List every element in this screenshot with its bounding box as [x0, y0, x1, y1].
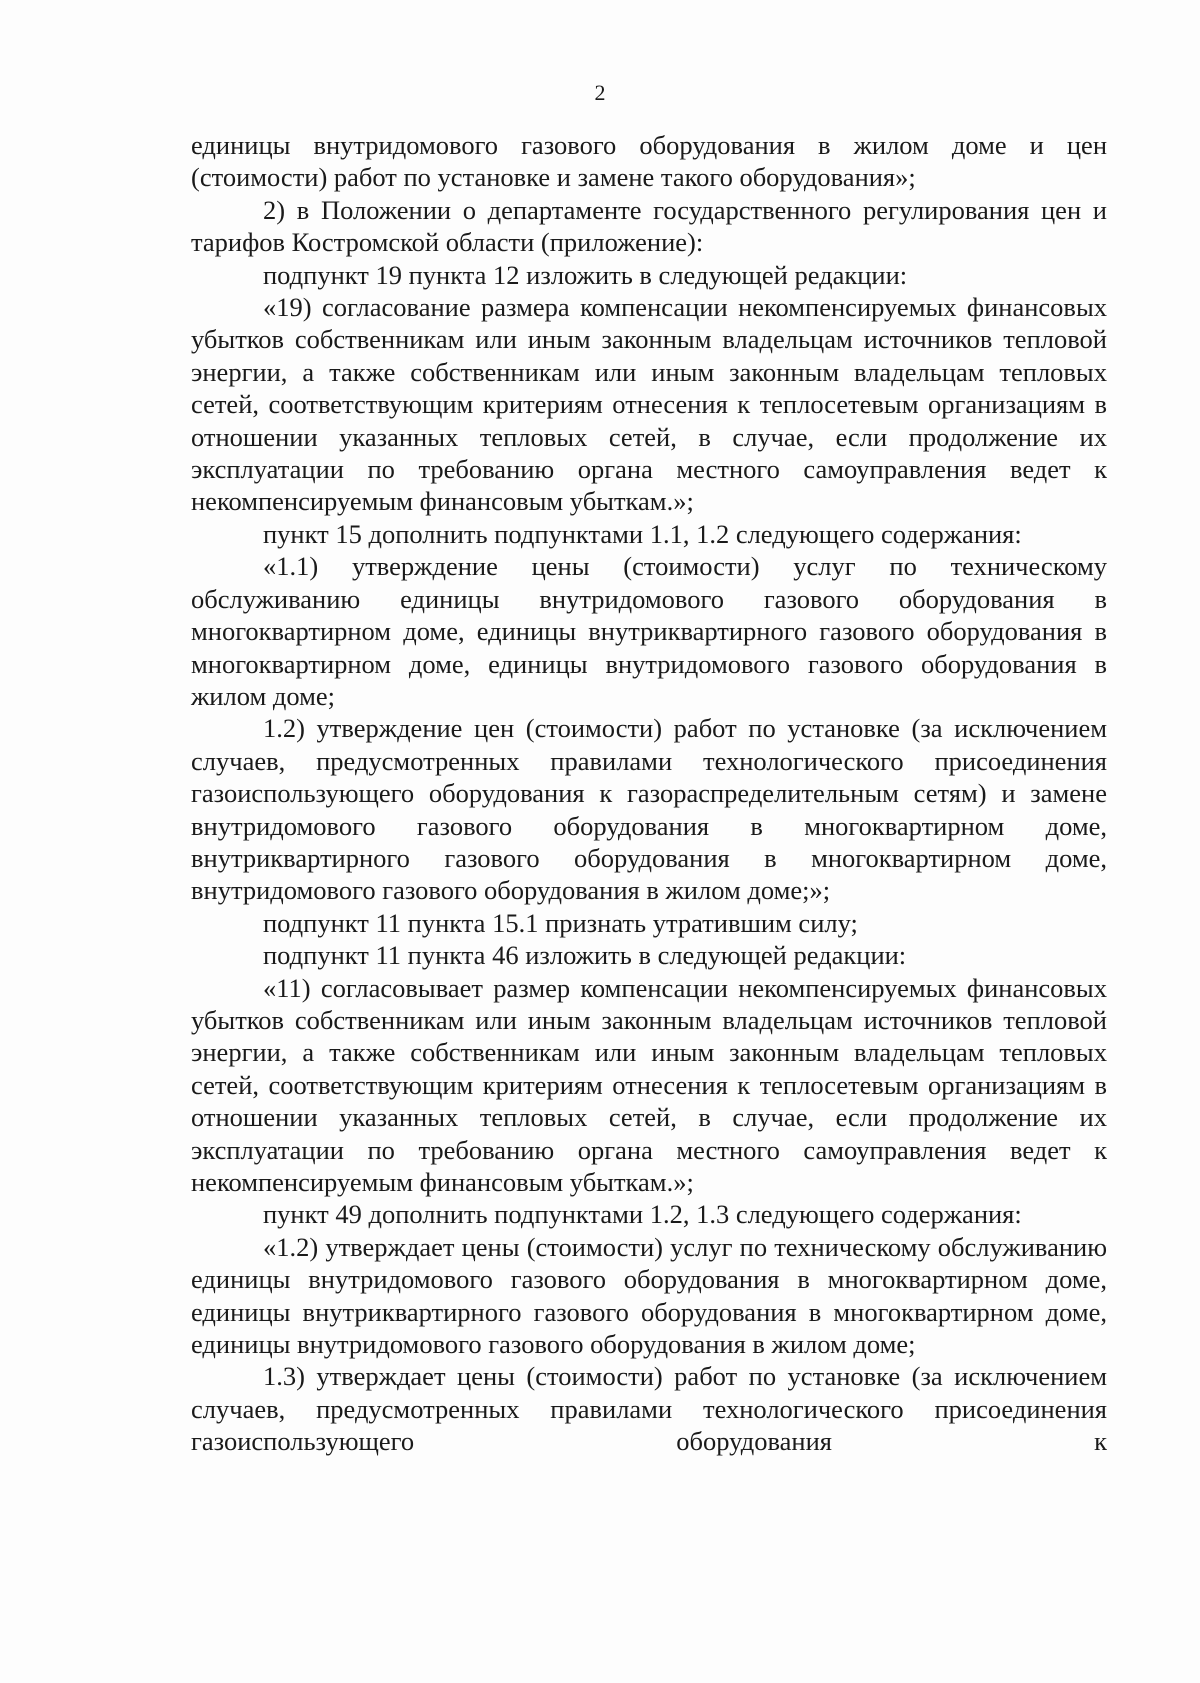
paragraph-subclause-19-intro: подпункт 19 пункта 12 изложить в следующей редакции:	[263, 259, 908, 290]
paragraph-subclause-1-2: 1.2) утверждение цен (стоимости) работ по установке (за исключением случаев, предусмотренных правилами технологического присоединения газоиспользующего оборудования к газораспределительным сетям) и замене внутридомового газового оборудования в многоквартирном доме, внутриквартирного газового оборудования в многоквартирном доме, внутридомового газового оборудования в жилом доме;»;	[191, 713, 1107, 906]
paragraph-subclause-49-1-3: 1.3) утверждает цены (стоимости) работ по установке (за исключением случаев, предусмотренных правилами технологического присоединения газоиспользующего оборудования к	[191, 1361, 1107, 1457]
paragraph-clause-46-intro: подпункт 11 пункта 46 изложить в следующей редакции:	[263, 940, 907, 971]
paragraph-item-2: 2) в Положении о департаменте государственного регулирования цен и тарифов Костромской области (приложение):	[191, 194, 1107, 258]
paragraph-subclause-1-1: «1.1) утверждение цены (стоимости) услуг по техническому обслуживанию единицы внутридомового газового оборудования в многоквартирном доме, единицы внутриквартирного газового оборудования в многоквартирном доме, единицы внутридомового газового оборудования в жилом доме;	[191, 551, 1107, 711]
paragraph-clause-15-intro: пункт 15 дополнить подпунктами 1.1, 1.2 следующего содержания:	[263, 518, 1022, 549]
paragraph-subclause-49-1-2: «1.2) утверждает цены (стоимости) услуг по техническому обслуживанию единицы внутридомового газового оборудования в многоквартирном доме, единицы внутриквартирного газового оборудования в многоквартирном доме, единицы внутридомового газового оборудования в жилом доме;	[191, 1231, 1107, 1360]
paragraph-clause-49-intro: пункт 49 дополнить подпунктами 1.2, 1.3 следующего содержания:	[263, 1199, 1022, 1230]
paragraph-clause-15-1: подпункт 11 пункта 15.1 признать утратившим силу;	[263, 907, 858, 938]
paragraph-subclause-11-text: «11) согласовывает размер компенсации некомпенсируемых финансовых убытков собственникам или иным законным владельцам источников тепловой энергии, а также собственникам или иным законным владельцам тепловых сетей, соответствующим критериям отнесения к теплосетевым организациям в отношении указанных тепловых сетей, в случае, если продолжение их эксплуатации по требованию органа местного самоуправления ведет к некомпенсируемым финансовым убыткам.»;	[191, 972, 1107, 1197]
page-number: 2	[594, 80, 606, 105]
document-body	[191, 129, 1107, 1458]
paragraph-continuation: единицы внутридомового газового оборудования в жилом доме и цен (стоимости) работ по установке и замене такого оборудования»;	[191, 130, 1107, 193]
paragraph-subclause-19-text: «19) согласование размера компенсации некомпенсируемых финансовых убытков собственникам или иным законным владельцам источников тепловой энергии, а также собственникам или иным законным владельцам тепловых сетей, соответствующим критериям отнесения к теплосетевым организациям в отношении указанных тепловых сетей, в случае, если продолжение их эксплуатации по требованию органа местного самоуправления ведет к некомпенсируемым финансовым убыткам.»;	[191, 292, 1107, 517]
